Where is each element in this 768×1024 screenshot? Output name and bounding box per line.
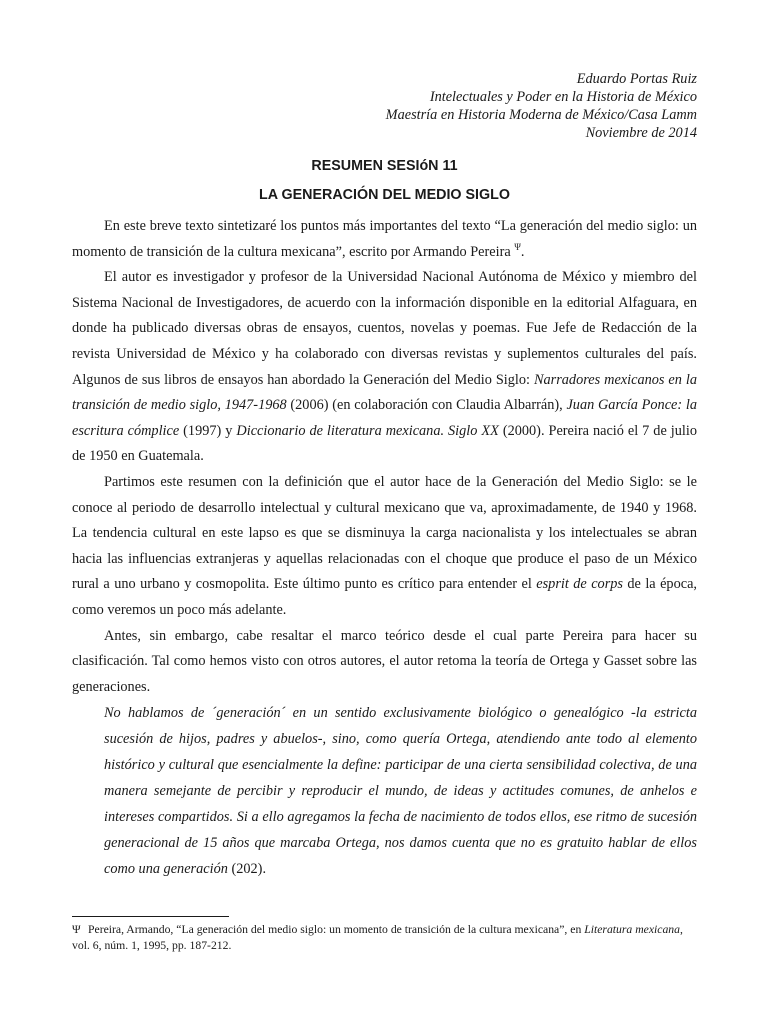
- italic-term: esprit de corps: [536, 576, 623, 593]
- footnote-mark: Ψ: [72, 923, 81, 936]
- book-title: Narradores mexicanos en la transición de medio siglo, 1947-1968: [72, 371, 697, 414]
- footnote-reference[interactable]: Ψ: [514, 241, 521, 252]
- document-date: Noviembre de 2014: [585, 125, 697, 141]
- block-quote: No hablamos de ´generación´ en un sentido exclusivamente biológico o genealógico -la estricta sucesión de hijos, padres y abuelos-, sino, como quería Ortega, atendiendo ante todo al elemento histórico y cultural que esencialmente la define: participar de una cierta sensibilidad colectiva, de una manera semejante de percibir y reproducir el mundo, de ideas y actitudes comunes, de anhelos e intereses compartidos. Si a ello agregamos la fecha de nacimiento de todos ellos, ese ritmo de sucesión generacional de 15 años que marcaba Ortega, nos damos cuenta que no es gratuito hablar de ellos como una generación (202).: [104, 705, 697, 878]
- quote-citation: (202): [227, 861, 263, 878]
- footnote-text: Pereira, Armando, “La generación del medio siglo: un momento de transición de la cultura mexicana”, en Literatura mexicana, vol. 6, núm. 1, 1995, pp. 187-212.: [72, 923, 683, 952]
- footnote: [72, 922, 697, 954]
- document-title: RESUMEN SESIóN 11: [311, 158, 458, 174]
- paragraph-definition: Partimos este resumen con la definición que el autor hace de la Generación del Medio Siglo: se le conoce al periodo de desarrollo intelectual y cultural mexicano que va, aproximadamente, de 1940 y 1968. La tendencia cultural en este lapso es que se disminuya la carga nacionalista y los intelectuales se abran hacia las influencias extranjeras y aquellas relacionadas con el choque que produce el paso de un México rural a uno urbano y cosmopolita. Este último punto es crítico para entender el esprit de corps de la época, como veremos un poco más adelante.: [72, 473, 697, 618]
- body-text: [72, 214, 697, 700]
- paragraph-theory: Antes, sin embargo, cabe resaltar el marco teórico desde el cual parte Pereira para hacer su clasificación. Tal como hemos visto con otros autores, el autor retoma la teoría de Ortega y Gasset sobre las generaciones.: [72, 627, 697, 695]
- document-subtitle: LA GENERACIÓN DEL MEDIO SIGLO: [258, 187, 510, 203]
- book-title: Juan García Ponce: la escritura cómplice: [72, 397, 698, 439]
- course-name: Intelectuales y Poder en la Historia de México: [429, 89, 697, 105]
- journal-title: Literatura mexicana: [584, 923, 680, 936]
- document-page: [72, 70, 697, 882]
- book-title: Diccionario de literatura mexicana. Siglo XX: [236, 422, 499, 439]
- paragraph-intro: En este breve texto sintetizaré los puntos más importantes del texto “La generación del medio siglo: un momento de transición de la cultura mexicana”, escrito por Armando Pereira $^\Psi$.: [72, 218, 697, 260]
- document-header: [72, 70, 697, 142]
- program-name: Maestría en Historia Moderna de México/Casa Lamm: [385, 107, 697, 123]
- footnote-divider: [72, 916, 229, 917]
- paragraph-author-bio: El autor es investigador y profesor de la Universidad Nacional Autónoma de México y miembro del Sistema Nacional de Investigadores, de acuerdo con la información disponible en la editorial Alfaguara, en donde ha publicado diversas obras de ensayos, cuentos, novelas y poemas. Fue Jefe de Redacción de la revista Universidad de México y ha colaborado con diversas revistas y suplementos culturales del país. Algunos de sus libros de ensayos han abordado la Generación del Medio Siglo: Narradores mexicanos en la transición de medio siglo, 1947-1968 (2006) (en colaboración con Claudia Albarrán), Juan García Ponce: la escritura cómplice (1997) y Diccionario de literatura mexicana. Siglo XX (2000). Pereira nació el 7 de julio de 1950 en Guatemala.: [72, 269, 698, 465]
- author-name: Eduardo Portas Ruiz: [576, 71, 697, 87]
